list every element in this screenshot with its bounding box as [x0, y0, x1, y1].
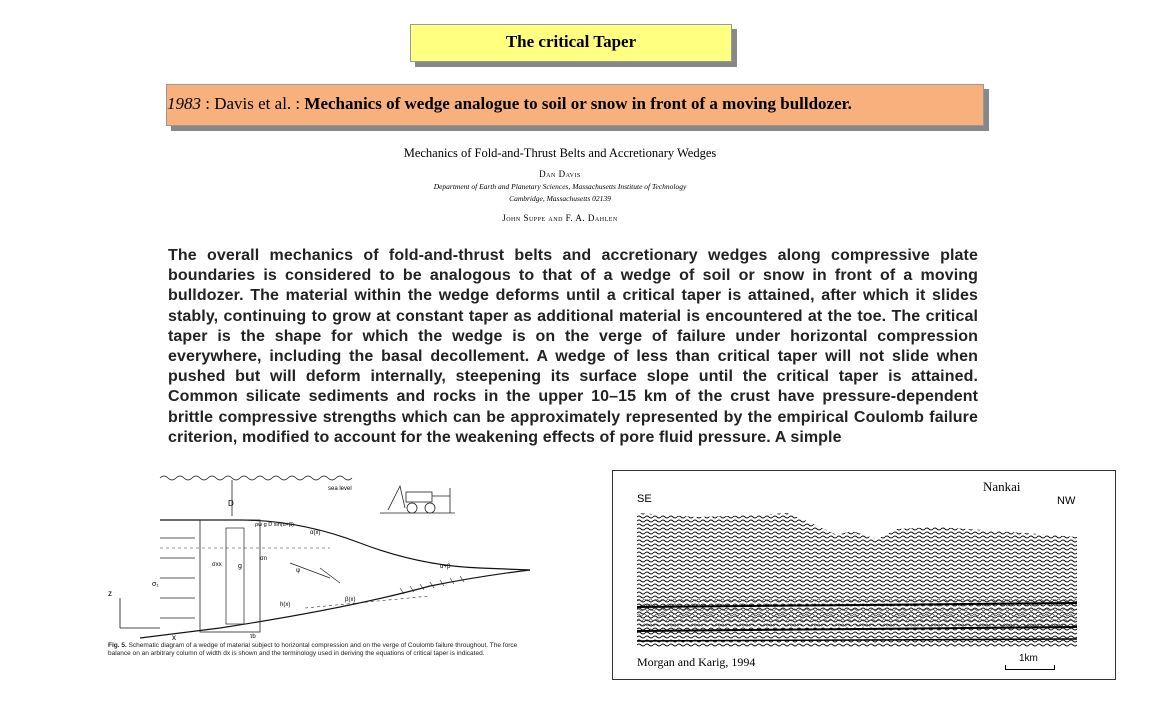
label-tau: τb	[250, 634, 256, 640]
figure-caption-text: Schematic diagram of a wedge of material subject to horizontal compression and on the verge of Coulomb failure throughout. The force balance on an arbitrary column of width dx is shown and the terminology used in deriving the equations of critical taper is indicated.	[108, 642, 518, 657]
paper-header	[300, 146, 820, 223]
paper-title: Mechanics of Fold-and-Thrust Belts and Accretionary Wedges	[403, 146, 717, 160]
paper-author-1: Dan Davis	[539, 169, 581, 179]
axis-z-label: z	[108, 589, 112, 598]
figure-caption-label: Fig. 5.	[108, 642, 127, 649]
label-D: D	[228, 499, 234, 508]
wedge-diagram	[100, 468, 560, 643]
label-g: g	[238, 563, 242, 570]
label-se: SE	[637, 493, 652, 505]
label-nankai: Nankai	[983, 479, 1021, 494]
wedge-base-surface	[140, 570, 530, 638]
subtitle-text: Mechanics of wedge analogue to soil or snow in front of a moving bulldozer.	[300, 94, 852, 113]
wedge-figure	[100, 468, 560, 678]
label-nw: NW	[1057, 495, 1076, 507]
column-box	[200, 520, 260, 632]
axis-x-label: x	[172, 633, 176, 642]
sea-level-line	[160, 476, 352, 480]
figure-caption	[108, 642, 540, 658]
paper-affiliation-1: Department of Earth and Planetary Sciences, Massachusetts Institute of Technology	[433, 182, 687, 191]
label-beta-x: β(x)	[345, 597, 356, 603]
slide-subtitle	[166, 84, 984, 126]
figure-credit: Morgan and Karig, 1994	[637, 655, 756, 669]
seismic-section	[637, 507, 1077, 647]
bulldozer-icon	[380, 486, 455, 513]
nankai-seismic-figure	[612, 470, 1116, 680]
label-sigma-xx: σxx	[212, 562, 222, 568]
slide-title: The critical Taper	[410, 24, 732, 62]
sea-level-label: sea level	[328, 486, 352, 492]
paper-affiliation-2: Cambridge, Massachusetts 02139	[509, 194, 611, 203]
label-sigma1: σ₁	[152, 581, 159, 588]
paper-abstract: The overall mechanics of fold-and-thrust belts and accretionary wedges along compressive plate boundaries is considered to be analogous to that of a wedge of soil or snow in front of a moving bulldozer. The material within the wedge deforms until a critical taper is attained, after which it slides stably, continuing to grow at constant taper as additional material is encountered at the toe. The critical taper is the shape for which the wedge is on the verge of failure under horizontal compression everywhere, including the basal decollement. A wedge of less than critical taper will not slide when pushed but will deform internally, steepening its surface slope until the critical taper is attained. Common silicate sediments and rocks in the upper 10–15 km of the crust have pressure-dependent brittle compressive strengths which can be approximately represented by the empirical Coulomb failure criterion, modified to account for the weakening effects of pore fluid pressure. A simple	[168, 247, 978, 446]
scale-label: 1km	[1019, 653, 1038, 664]
label-alpha-beta: α+β	[440, 564, 451, 570]
label-rho-w: ρw g D sin(α+β)	[255, 522, 294, 528]
label-psi: ψ	[296, 568, 301, 574]
paper-author-2: John Suppe and F. A. Dahlen	[502, 213, 618, 223]
subtitle-year: 1983	[167, 94, 201, 113]
label-sigma-n: σn	[260, 556, 268, 562]
scale-bar	[1005, 665, 1055, 670]
label-alpha-x: α(x)	[310, 530, 321, 536]
subtitle-authors: : Davis et al. :	[201, 94, 301, 113]
label-h-x: h(x)	[280, 602, 291, 608]
